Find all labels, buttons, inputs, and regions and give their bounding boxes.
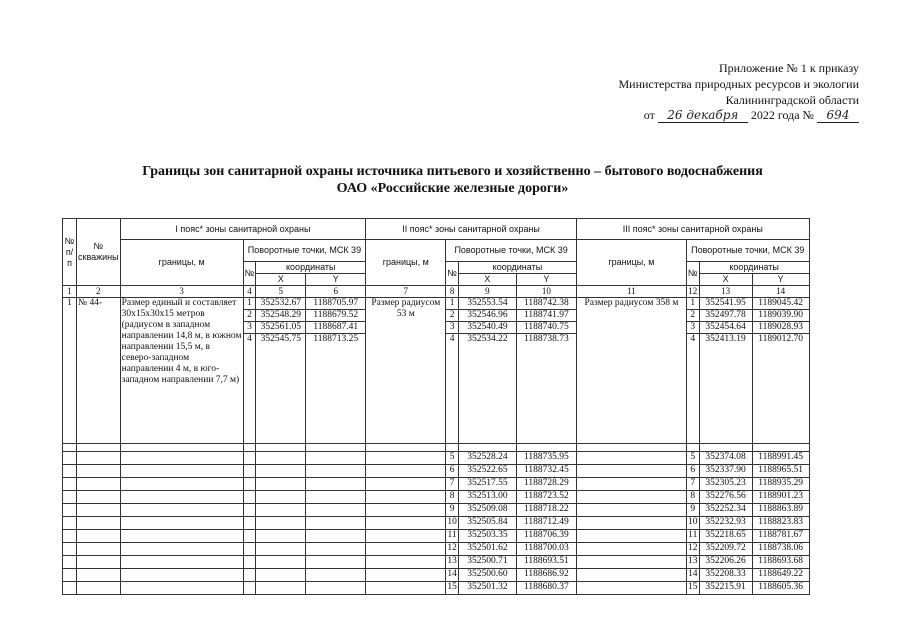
header-points-2: Поворотные точки, МСК 39: [446, 240, 577, 262]
table-row: [63, 444, 810, 452]
empty-cell: [306, 556, 366, 569]
empty-cell: [576, 517, 686, 530]
point-number: 3: [686, 322, 699, 334]
empty-cell: [576, 582, 686, 595]
empty-cell: [576, 444, 686, 452]
table-row: [63, 491, 810, 504]
empty-cell: [63, 444, 77, 452]
empty-cell: [306, 530, 366, 543]
point-number: 5: [446, 452, 459, 465]
point-number: 1: [243, 298, 256, 310]
point-number: 11: [686, 530, 699, 543]
empty-cell: [576, 478, 686, 491]
empty-cell: [256, 556, 306, 569]
point-y: 1188781.67: [752, 530, 809, 543]
empty-cell: [120, 530, 243, 543]
empty-cell: [306, 543, 366, 556]
point-number: 6: [686, 465, 699, 478]
point-number: 4: [446, 334, 459, 444]
empty-cell: [256, 452, 306, 465]
point-y: 1188718.22: [516, 504, 576, 517]
point-number: 8: [446, 491, 459, 504]
empty-cell: [243, 517, 256, 530]
empty-cell: [77, 530, 121, 543]
point-x: 352513.00: [458, 491, 516, 504]
column-number: 1: [63, 286, 77, 298]
empty-cell: [243, 478, 256, 491]
belt-3-description: Размер радиусом 358 м: [576, 298, 686, 444]
empty-cell: [576, 465, 686, 478]
empty-cell: [77, 478, 121, 491]
empty-cell: [516, 444, 576, 452]
empty-cell: [576, 530, 686, 543]
column-number: 4: [243, 286, 256, 298]
appendix-line: Приложение № 1 к приказу: [719, 61, 859, 75]
empty-cell: [576, 556, 686, 569]
table-row: [63, 452, 810, 465]
empty-cell: [306, 452, 366, 465]
point-x: 352505.84: [458, 517, 516, 530]
point-x: 352509.08: [458, 504, 516, 517]
table-row: [63, 530, 810, 543]
point-number: 1: [446, 298, 459, 310]
empty-cell: [686, 444, 699, 452]
point-x: 352232.93: [699, 517, 752, 530]
handwritten-date: 26 декабря: [658, 109, 748, 123]
empty-cell: [306, 478, 366, 491]
table-row: [63, 298, 810, 310]
empty-cell: [120, 491, 243, 504]
sanitary-zone-table: [62, 218, 810, 595]
empty-cell: [458, 444, 516, 452]
header-bounds-2: границы, м: [366, 240, 446, 286]
point-y: 1188991.45: [752, 452, 809, 465]
point-number: 15: [446, 582, 459, 595]
point-number: 1: [686, 298, 699, 310]
title-line-2: ОАО «Российские железные дороги»: [336, 181, 569, 196]
empty-cell: [366, 556, 446, 569]
empty-cell: [243, 465, 256, 478]
point-number: 8: [686, 491, 699, 504]
point-x: 352540.49: [458, 322, 516, 334]
empty-cell: [63, 452, 77, 465]
point-number: 12: [446, 543, 459, 556]
point-x: 352545.75: [256, 334, 306, 444]
point-y: 1188713.25: [306, 334, 366, 444]
table-row: [63, 543, 810, 556]
column-number: 5: [256, 286, 306, 298]
empty-cell: [306, 517, 366, 530]
empty-cell: [366, 543, 446, 556]
point-x: 352561.05: [256, 322, 306, 334]
point-y: 1188965.51: [752, 465, 809, 478]
point-number: 13: [446, 556, 459, 569]
point-y: 1189039.90: [752, 310, 809, 322]
title-line-1: Границы зон санитарной охраны источника питьевого и хозяйственно – бытового водоснабжения: [142, 164, 763, 179]
empty-cell: [256, 530, 306, 543]
point-x: 352548.29: [256, 310, 306, 322]
empty-cell: [366, 530, 446, 543]
point-y: 1188693.51: [516, 556, 576, 569]
empty-cell: [77, 452, 121, 465]
point-x: 352215.91: [699, 582, 752, 595]
point-x: 352532.67: [256, 298, 306, 310]
empty-cell: [243, 543, 256, 556]
header-belt-2: II пояс* зоны санитарной охраны: [366, 219, 577, 240]
order-date-line: [644, 108, 859, 123]
column-number: 6: [306, 286, 366, 298]
header-num-2: №: [446, 262, 459, 286]
empty-cell: [576, 543, 686, 556]
point-number: 11: [446, 530, 459, 543]
empty-cell: [63, 517, 77, 530]
column-number: 13: [699, 286, 752, 298]
point-y: 1188679.52: [306, 310, 366, 322]
empty-cell: [256, 569, 306, 582]
point-x: 352218.65: [699, 530, 752, 543]
point-x: 352454.64: [699, 322, 752, 334]
empty-cell: [63, 582, 77, 595]
point-x: 352500.71: [458, 556, 516, 569]
point-x: 352546.96: [458, 310, 516, 322]
point-x: 352208.33: [699, 569, 752, 582]
date-prefix: от: [643, 108, 655, 122]
point-y: 1188728.29: [516, 478, 576, 491]
header-bounds-1: границы, м: [120, 240, 243, 286]
empty-cell: [77, 491, 121, 504]
point-y: 1188740.75: [516, 322, 576, 334]
empty-cell: [77, 556, 121, 569]
point-number: 3: [243, 322, 256, 334]
empty-cell: [63, 478, 77, 491]
empty-cell: [77, 569, 121, 582]
empty-cell: [366, 582, 446, 595]
belt-1-description: Размер единый и составляет 30х15х30х15 метров (радиусом в западном направлении 14,8 м, в южном направлении 15,5 м, в северо-западном направлении 4 м, в юго-западном направлении 7,7 м): [120, 298, 243, 444]
empty-cell: [243, 452, 256, 465]
empty-cell: [366, 504, 446, 517]
column-number: 10: [516, 286, 576, 298]
point-y: 1188705.97: [306, 298, 366, 310]
empty-cell: [120, 444, 243, 452]
empty-cell: [120, 556, 243, 569]
empty-cell: [63, 465, 77, 478]
point-number: 6: [446, 465, 459, 478]
point-number: 7: [686, 478, 699, 491]
empty-cell: [120, 465, 243, 478]
empty-cell: [77, 465, 121, 478]
point-y: 1189028.93: [752, 322, 809, 334]
point-x: 352517.55: [458, 478, 516, 491]
header-x-1: X: [256, 274, 306, 286]
point-number: 7: [446, 478, 459, 491]
point-y: 1188738.73: [516, 334, 576, 444]
point-number: 12: [686, 543, 699, 556]
point-x: 352501.62: [458, 543, 516, 556]
header-y-3: Y: [752, 274, 809, 286]
column-number: 3: [120, 286, 243, 298]
empty-cell: [306, 465, 366, 478]
point-number: 3: [446, 322, 459, 334]
header-no: № п/п: [63, 219, 77, 286]
well-number: № 44-: [77, 298, 121, 444]
point-y: 1188901.23: [752, 491, 809, 504]
column-number: 7: [366, 286, 446, 298]
empty-cell: [63, 569, 77, 582]
empty-cell: [256, 465, 306, 478]
point-y: 1188823.83: [752, 517, 809, 530]
header-y-2: Y: [516, 274, 576, 286]
header-y-1: Y: [306, 274, 366, 286]
point-number: 5: [686, 452, 699, 465]
point-x: 352337.90: [699, 465, 752, 478]
point-x: 352206.26: [699, 556, 752, 569]
empty-cell: [120, 517, 243, 530]
empty-cell: [256, 517, 306, 530]
empty-cell: [576, 491, 686, 504]
point-y: 1188723.52: [516, 491, 576, 504]
column-number: 9: [458, 286, 516, 298]
point-x: 352374.08: [699, 452, 752, 465]
table-row: [63, 478, 810, 491]
empty-cell: [120, 504, 243, 517]
point-y: 1188732.45: [516, 465, 576, 478]
empty-cell: [306, 444, 366, 452]
point-x: 352500.60: [458, 569, 516, 582]
empty-cell: [120, 452, 243, 465]
empty-cell: [77, 517, 121, 530]
column-number: 12: [688, 286, 698, 296]
empty-cell: [63, 504, 77, 517]
table-row: [63, 517, 810, 530]
empty-cell: [243, 504, 256, 517]
empty-cell: [63, 491, 77, 504]
point-y: 1188712.49: [516, 517, 576, 530]
header-coords-2: координаты: [458, 262, 576, 274]
empty-cell: [120, 582, 243, 595]
empty-cell: [306, 569, 366, 582]
point-number: 2: [446, 310, 459, 322]
column-number: 11: [576, 286, 686, 298]
empty-cell: [120, 569, 243, 582]
empty-cell: [256, 543, 306, 556]
column-number: 14: [752, 286, 809, 298]
point-number: 14: [686, 569, 699, 582]
empty-cell: [366, 478, 446, 491]
point-y: 1188687.41: [306, 322, 366, 334]
header-belt-1: I пояс* зоны санитарной охраны: [120, 219, 366, 240]
ministry-line: Министерства природных ресурсов и экологии: [618, 77, 859, 91]
point-number: 13: [686, 556, 699, 569]
empty-cell: [63, 556, 77, 569]
empty-cell: [243, 491, 256, 504]
empty-cell: [243, 569, 256, 582]
empty-cell: [256, 478, 306, 491]
point-y: 1189045.42: [752, 298, 809, 310]
empty-cell: [256, 582, 306, 595]
empty-cell: [306, 504, 366, 517]
empty-cell: [256, 444, 306, 452]
header-coords-1: координаты: [256, 262, 366, 274]
point-y: 1188935.29: [752, 478, 809, 491]
empty-cell: [306, 582, 366, 595]
empty-cell: [366, 491, 446, 504]
point-x: 352553.54: [458, 298, 516, 310]
header-num-1: №: [243, 262, 256, 286]
point-number: 15: [686, 582, 699, 595]
empty-cell: [699, 444, 752, 452]
point-y: 1188741.97: [516, 310, 576, 322]
table-row: [63, 504, 810, 517]
point-y: 1188605.36: [752, 582, 809, 595]
point-y: 1188706.39: [516, 530, 576, 543]
empty-cell: [63, 530, 77, 543]
empty-cell: [77, 543, 121, 556]
point-x: 352503.35: [458, 530, 516, 543]
empty-cell: [366, 517, 446, 530]
point-x: 352413.19: [699, 334, 752, 444]
column-number: 8: [446, 286, 459, 298]
empty-cell: [77, 504, 121, 517]
point-number: 4: [686, 334, 699, 444]
empty-cell: [576, 452, 686, 465]
belt-2-description: Размер радиусом 53 м: [366, 298, 446, 444]
point-number: 9: [446, 504, 459, 517]
header-coords-3: координаты: [699, 262, 809, 274]
header-points-3: Поворотные точки, МСК 39: [686, 240, 809, 262]
empty-cell: [366, 569, 446, 582]
empty-cell: [243, 582, 256, 595]
header-x-2: X: [458, 274, 516, 286]
point-number: 10: [446, 517, 459, 530]
header-num-3: №: [686, 262, 699, 286]
point-x: 352541.95: [699, 298, 752, 310]
empty-cell: [243, 556, 256, 569]
table-row: [63, 569, 810, 582]
point-x: 352252.34: [699, 504, 752, 517]
point-y: 1188738.06: [752, 543, 809, 556]
empty-cell: [77, 444, 121, 452]
header-points-1: Поворотные точки, МСК 39: [243, 240, 366, 262]
point-number: 14: [446, 569, 459, 582]
empty-cell: [306, 491, 366, 504]
point-x: 352305.23: [699, 478, 752, 491]
point-number: 2: [686, 310, 699, 322]
column-number: 2: [77, 286, 121, 298]
empty-cell: [576, 504, 686, 517]
table-row: [63, 465, 810, 478]
empty-cell: [256, 491, 306, 504]
empty-cell: [576, 569, 686, 582]
date-mid: 2022 года №: [750, 108, 814, 122]
point-x: 352497.78: [699, 310, 752, 322]
point-x: 352534.22: [458, 334, 516, 444]
header-bounds-3: границы, м: [576, 240, 686, 286]
region-line: Калининградской области: [725, 93, 859, 107]
empty-cell: [120, 543, 243, 556]
empty-cell: [366, 444, 446, 452]
empty-cell: [256, 504, 306, 517]
page-title: [0, 163, 905, 197]
header-x-3: X: [699, 274, 752, 286]
header-well: № скважины: [77, 219, 121, 286]
point-y: 1188700.03: [516, 543, 576, 556]
empty-cell: [243, 444, 256, 452]
point-number: 10: [686, 517, 699, 530]
empty-cell: [243, 530, 256, 543]
point-number: 9: [686, 504, 699, 517]
point-number: 4: [243, 334, 256, 444]
point-y: 1189012.70: [752, 334, 809, 444]
table-row: [63, 556, 810, 569]
point-y: 1188693.68: [752, 556, 809, 569]
handwritten-number: 694: [817, 109, 859, 123]
point-x: 352276.56: [699, 491, 752, 504]
point-y: 1188680.37: [516, 582, 576, 595]
point-number: 2: [243, 310, 256, 322]
empty-cell: [366, 452, 446, 465]
empty-cell: [120, 478, 243, 491]
point-y: 1188649.22: [752, 569, 809, 582]
empty-cell: [446, 444, 459, 452]
point-y: 1188742.38: [516, 298, 576, 310]
empty-cell: [77, 582, 121, 595]
point-x: 352528.24: [458, 452, 516, 465]
empty-cell: [752, 444, 809, 452]
point-y: 1188863.89: [752, 504, 809, 517]
point-y: 1188686.92: [516, 569, 576, 582]
table-row: [63, 582, 810, 595]
point-x: 352209.72: [699, 543, 752, 556]
empty-cell: [63, 543, 77, 556]
point-y: 1188735.95: [516, 452, 576, 465]
header-belt-3: III пояс* зоны санитарной охраны: [576, 219, 809, 240]
point-x: 352501.32: [458, 582, 516, 595]
point-x: 352522.65: [458, 465, 516, 478]
row-number: 1: [63, 298, 77, 444]
empty-cell: [366, 465, 446, 478]
